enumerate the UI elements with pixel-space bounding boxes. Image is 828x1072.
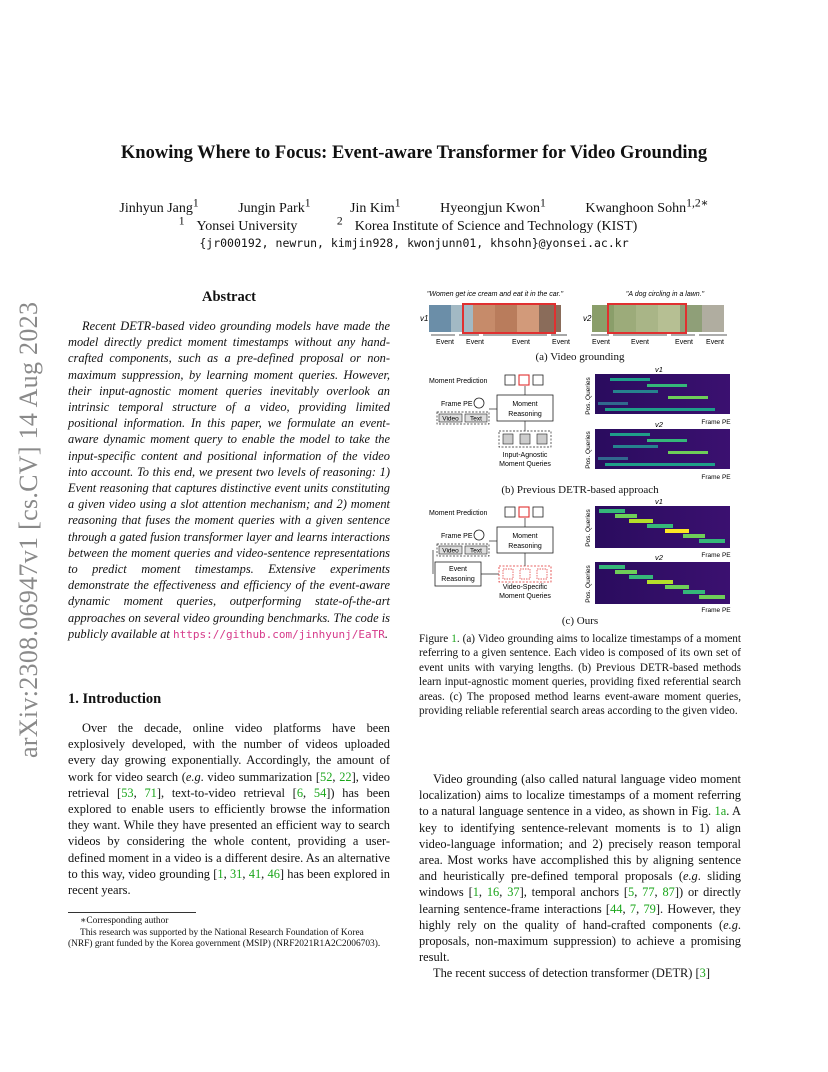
citation-link[interactable]: 52	[320, 769, 333, 784]
moment-reasoning-label: Reasoning	[508, 411, 542, 418]
video-frames-1	[429, 304, 561, 333]
text-input-label: Text	[470, 547, 482, 555]
paragraph: Video grounding (also called natural language video moment localization) aims to localize timestamps of a moment referring to a natural language sentence in a video, as shown in Fig. 1a. A key to identifying sentence-relevant moments is to 1) align video-language information; and 2) precisely reason temporal area. Most works have accomplished this by aligning sentence and heuristically pre-defined temporal proposals (e.g. sliding windows [1, 16, 37], temporal anchors [5, 77, 87]) or directly learning sentence-frame interactions [44, 7, 79]. However, they highly rely on the quality of hand-crafted components (e.g. proposals, non-maximum suppression) to achieve a promising result.	[419, 772, 741, 965]
moment-prediction-label: Moment Prediction	[429, 510, 488, 517]
author: Hyeongjun Kwon$^1$	[440, 196, 546, 216]
moment-reasoning-label: Moment	[512, 401, 538, 408]
axis-label-pos-queries: Pos. Queries	[585, 431, 592, 469]
heatmap-label-v1: v1	[655, 365, 663, 374]
section-heading: 1. Introduction	[68, 691, 162, 707]
author: Jungin Park$^1$	[238, 196, 311, 216]
axis-label-frame-pe: Frame PE	[701, 552, 731, 559]
event-label: Event	[436, 339, 454, 346]
citation-link[interactable]: 1	[472, 885, 479, 900]
citation-link[interactable]: 1	[217, 866, 224, 881]
axis-label-pos-queries: Pos. Queries	[585, 377, 592, 415]
moment-prediction-label: Moment Prediction	[429, 378, 488, 385]
event-label: Event	[631, 339, 649, 346]
citation-link[interactable]: 6	[296, 785, 304, 800]
subfigure-label-a: (a) Video grounding	[535, 351, 625, 363]
event-label: Event	[466, 339, 484, 346]
figure-caption: Figure 1. (a) Video grounding aims to localize timestamps of a moment referring to a given sentence. Each video is composed of its own set of event units with varying lengths. (b) Previous DETR-based methods learn input-agnostic moment queries, providing fixed referential search areas. (c) The proposed method learns event-aware moment queries, providing reliable referential search areas according to the given video.	[419, 633, 741, 718]
citation-link[interactable]: 77	[642, 885, 655, 900]
axis-label-pos-queries: Pos. Queries	[585, 565, 592, 603]
footnote: ∗Corresponding author This research was supported by the National Research Foundation of Korea (NRF) grant funded by the Korea government (MSIP) (NRF2021R1A2C2006703).	[68, 916, 381, 950]
video-input-label: Video	[442, 415, 459, 423]
axis-label-frame-pe: Frame PE	[701, 607, 731, 614]
heatmap-label-v2: v2	[655, 553, 663, 562]
video-label-v2: v2	[583, 314, 592, 323]
author: Jinhyun Jang$^1$	[119, 196, 199, 216]
citation-link[interactable]: 79	[643, 901, 656, 916]
citation-link[interactable]: 5	[628, 885, 635, 900]
heatmap-label-v1: v1	[655, 497, 663, 506]
figure-1	[415, 285, 745, 630]
subfigure-label-c: (c) Ours	[561, 615, 599, 627]
video-specific-label: Video-Specific	[502, 584, 548, 591]
text-input-label: Text	[470, 415, 482, 423]
citation-link[interactable]: 16	[486, 885, 500, 900]
event-label: Event	[552, 339, 570, 346]
abstract-text: Recent DETR-based video grounding models have made the model directly predict moment timestamps without any hand-crafted components, such as a pre-defined proposal or non-maximum suppression, by learning moment queries. However, their input-agnostic moment queries inevitably overlook an intrinsic temporal structure of a video, providing limited positional information. In this paper, we formulate an event-aware dynamic moment query to enable the model to take the input-specific content and positional information of the video into account. To this end, we present two levels of reasoning: 1) Event reasoning that captures distinctive event units constituting a given video using a slot attention mechanism; and 2) moment reasoning that fuses the moment queries with a given sentence through a gated fusion transformer layer and learns interactions between the moment queries and video-sentence representations to predict moment timestamps. Extensive experiments demonstrate the effectiveness and efficiency of the event-aware dynamic moment queries, outperforming state-of-the-art approaches on several video grounding benchmarks. The code is publicly available at https://github.com/jinhyunj/EaTR.	[68, 319, 390, 641]
citation-link[interactable]: 71	[144, 785, 157, 800]
arxiv-stamp: arXiv:2308.06947v1 [cs.CV] 14 Aug 2023	[14, 301, 43, 758]
author: Kwanghoon Sohn$^{1,2∗}$	[585, 196, 709, 216]
citation-link[interactable]: 37	[507, 885, 520, 900]
citation-link[interactable]: 46	[267, 866, 280, 881]
event-labels	[436, 339, 724, 346]
footnote-rule	[68, 912, 196, 913]
affiliations	[0, 214, 828, 235]
event-label: Event	[512, 339, 530, 346]
citation-link[interactable]: 3	[699, 966, 706, 981]
event-reasoning-label: Reasoning	[441, 576, 475, 583]
citation-link[interactable]: 22	[339, 769, 352, 784]
event-label: Event	[592, 339, 610, 346]
event-reasoning-label: Event	[449, 566, 467, 573]
moment-reasoning-label: Moment	[512, 533, 538, 540]
input-agnostic-label: Moment Queries	[499, 461, 551, 468]
query-sentence-2: "A dog circling in a lawn."	[625, 291, 705, 298]
citation-link[interactable]: 54	[313, 785, 327, 800]
citation-link[interactable]: 31	[229, 866, 243, 881]
axis-label-pos-queries: Pos. Queries	[585, 509, 592, 547]
affiliation: $^2$ Korea Institute of Science and Technology (KIST)	[336, 214, 638, 234]
video-label-v1: v1	[420, 314, 429, 323]
citation-link[interactable]: 7	[629, 901, 637, 916]
author-emails: {jr000192, newrun, kimjin928, kwonjunn01, khsohn}@yonsei.ac.kr	[199, 236, 629, 250]
figure-ref[interactable]: 1a	[714, 804, 727, 819]
citation-link[interactable]: 87	[662, 885, 675, 900]
input-agnostic-label: Input-Agnostic	[502, 452, 548, 459]
video-specific-label: Moment Queries	[499, 593, 551, 600]
frame-pe-label: Frame PE	[441, 533, 473, 540]
citation-link[interactable]: 41	[248, 866, 262, 881]
frame-pe-label: Frame PE	[441, 401, 473, 408]
video-input-label: Video	[442, 547, 459, 555]
heatmap-label-v2: v2	[655, 420, 663, 429]
query-sentence-1: "Women get ice cream and eat it in the car."	[426, 291, 564, 298]
paper-title: Knowing Where to Focus: Event-aware Transformer for Video Grounding	[120, 143, 708, 163]
citation-link[interactable]: 53	[121, 785, 134, 800]
event-label: Event	[675, 339, 693, 346]
axis-label-frame-pe: Frame PE	[701, 419, 731, 426]
axis-label-frame-pe: Frame PE	[701, 474, 731, 481]
author: Jin Kim$^1$	[350, 196, 401, 216]
paragraph: The recent success of detection transformer (DETR) [3]	[433, 966, 710, 981]
subfigure-label-b: (b) Previous DETR-based approach	[501, 484, 659, 496]
affiliation: $^1$ Yonsei University	[178, 214, 298, 234]
right-column-text	[419, 771, 741, 982]
abstract-heading: Abstract	[202, 289, 256, 305]
citation-link[interactable]: 44	[610, 901, 623, 916]
code-link[interactable]: https://github.com/jinhyunj/EaTR	[172, 627, 385, 641]
intro-paragraph: Over the decade, online video platforms have been explosively developed, with the number of videos uploaded every day growing exponentially. Accordingly, the amount of work for video search (e.g. video summarization [52, 22], video retrieval [53, 71], text-to-video retrieval [6, 54]) has been explored to enable users to efficiently browse the information they want. While they have presented an efficient way to search videos by considering the whole content, providing a user-defined moment in a video is a different desire. As an alternative to this way, video grounding [1, 31, 41, 46] has been explored in recent years.	[68, 721, 390, 898]
moment-reasoning-label: Reasoning	[508, 543, 542, 550]
figure-ref[interactable]: 1	[451, 633, 457, 645]
event-label: Event	[706, 339, 724, 346]
video-frames-2	[592, 304, 724, 333]
